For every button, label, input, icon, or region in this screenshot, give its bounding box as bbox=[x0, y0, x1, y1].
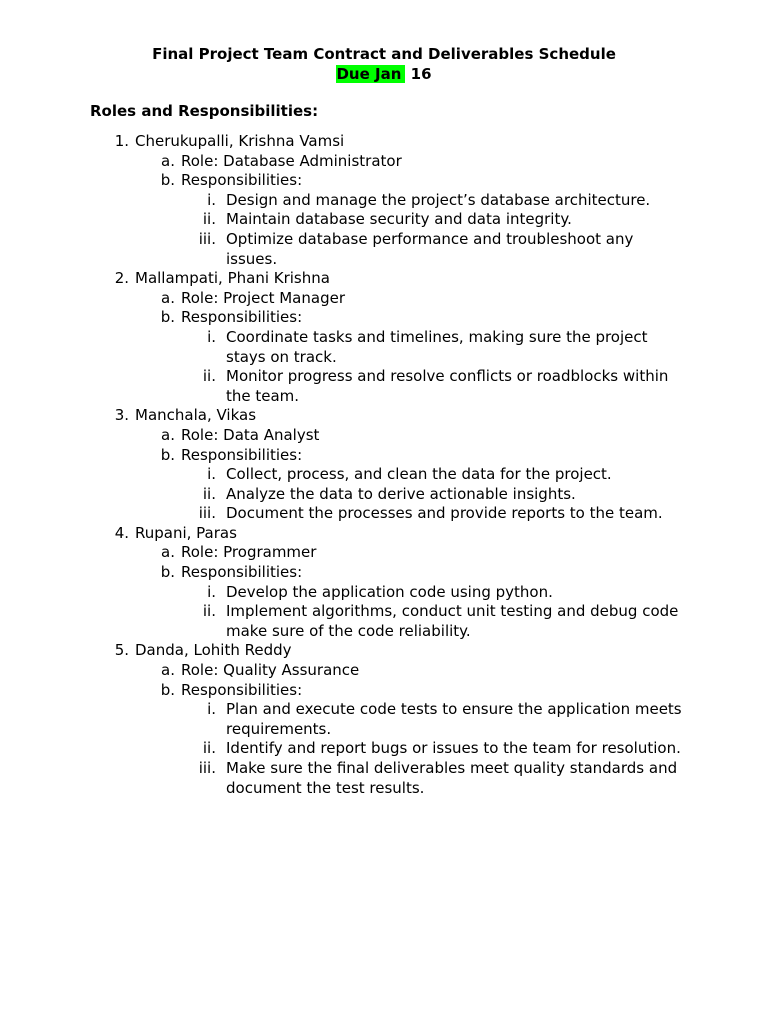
member-name-marker: 4. bbox=[114, 523, 129, 542]
responsibility-item-marker: ii. bbox=[202, 602, 216, 621]
member-role bbox=[0, 543, 768, 563]
member-responsibilities-label bbox=[0, 563, 768, 583]
responsibility-item-text: Document the processes and provide reports to the team. bbox=[226, 504, 663, 523]
responsibility-item-text: Implement algorithms, conduct unit testing and debug code make sure of the code reliability. bbox=[226, 602, 679, 640]
responsibility-item-marker: i. bbox=[207, 700, 216, 719]
member-responsibilities-label bbox=[0, 171, 768, 191]
responsibility-item-marker: ii. bbox=[202, 484, 216, 503]
member-responsibilities-label bbox=[0, 446, 768, 466]
responsibility-item-marker: i. bbox=[207, 190, 216, 209]
responsibility-item-text: Collect, process, and clean the data for the project. bbox=[226, 465, 612, 484]
member-responsibilities-label-marker: b. bbox=[160, 445, 175, 464]
responsibility-item-text: Make sure the final deliverables meet quality standards and document the test results. bbox=[226, 759, 678, 797]
responsibility-item-text: Monitor progress and resolve conflicts or roadblocks within the team. bbox=[226, 367, 669, 405]
responsibility-item bbox=[0, 602, 686, 641]
member-name-text: Manchala, Vikas bbox=[135, 406, 257, 425]
responsibility-item-text: Develop the application code using python. bbox=[226, 582, 553, 601]
roles-list bbox=[0, 132, 768, 798]
responsibility-item-marker: iii. bbox=[198, 504, 216, 523]
responsibility-item-marker: iii. bbox=[198, 759, 216, 777]
responsibility-item-marker: i. bbox=[207, 327, 216, 346]
member-role-text: Role: Database Administrator bbox=[181, 151, 402, 170]
responsibility-item-text: Optimize database performance and troubleshoot any issues. bbox=[226, 229, 634, 268]
member-role bbox=[0, 426, 768, 446]
member-role-marker: a. bbox=[161, 425, 175, 444]
member-responsibilities-label-marker: b. bbox=[160, 308, 175, 327]
responsibility-item bbox=[0, 739, 686, 759]
member-responsibilities-label-text: Responsibilities: bbox=[181, 171, 303, 190]
responsibility-item-marker: ii. bbox=[202, 210, 216, 229]
member-role-text: Role: Data Analyst bbox=[181, 425, 320, 444]
member-role-text: Role: Programmer bbox=[181, 543, 317, 562]
responsibility-item bbox=[0, 465, 686, 485]
member-name-marker: 2. bbox=[114, 269, 129, 288]
member-role bbox=[0, 152, 768, 172]
member-name-marker: 1. bbox=[114, 132, 129, 150]
member-name bbox=[0, 132, 768, 152]
member-name-text: Mallampati, Phani Krishna bbox=[135, 269, 330, 288]
responsibility-item-text: Maintain database security and data integrity. bbox=[226, 210, 572, 229]
member-responsibilities-label-text: Responsibilities: bbox=[181, 563, 303, 582]
due-date bbox=[0, 64, 768, 84]
responsibility-item-text: Design and manage the project’s database architecture. bbox=[226, 190, 651, 209]
member-responsibilities-label-text: Responsibilities: bbox=[181, 308, 303, 327]
responsibility-item bbox=[0, 700, 686, 739]
member-responsibilities-label-marker: b. bbox=[160, 171, 175, 190]
member-role-text: Role: Project Manager bbox=[181, 288, 345, 307]
responsibility-item bbox=[0, 485, 686, 505]
member-name bbox=[0, 641, 768, 661]
responsibility-item-marker: iii. bbox=[198, 229, 216, 248]
member-name-marker: 3. bbox=[114, 406, 129, 425]
title-block bbox=[0, 44, 768, 84]
responsibility-item bbox=[0, 210, 686, 230]
responsibility-item bbox=[0, 367, 686, 406]
responsibility-item bbox=[0, 230, 686, 269]
member-responsibilities-label-marker: b. bbox=[160, 680, 175, 699]
member-name bbox=[0, 406, 768, 426]
member-name-text: Danda, Lohith Reddy bbox=[135, 641, 292, 660]
member-responsibilities-label-marker: b. bbox=[160, 563, 175, 582]
member-role-marker: a. bbox=[161, 661, 175, 680]
member-responsibilities-label bbox=[0, 308, 768, 328]
responsibility-item-text: Analyze the data to derive actionable insights. bbox=[226, 484, 576, 503]
responsibility-item bbox=[0, 504, 686, 524]
member-name bbox=[0, 269, 768, 289]
section-heading: Roles and Responsibilities: bbox=[90, 102, 319, 120]
member-name-marker: 5. bbox=[114, 641, 129, 660]
responsibility-item-marker: ii. bbox=[202, 367, 216, 386]
member-responsibilities-label bbox=[0, 681, 768, 701]
due-date-day: 16 bbox=[405, 65, 432, 83]
member-role bbox=[0, 289, 768, 309]
responsibility-item-marker: ii. bbox=[202, 739, 216, 758]
document-title: Final Project Team Contract and Deliverables Schedule bbox=[152, 45, 616, 63]
responsibility-item-text: Identify and report bugs or issues to the team for resolution. bbox=[226, 739, 681, 758]
due-date-highlight: Due Jan bbox=[336, 65, 405, 83]
responsibility-item bbox=[0, 328, 686, 367]
member-responsibilities-label-text: Responsibilities: bbox=[181, 680, 303, 699]
member-role-marker: a. bbox=[161, 543, 175, 562]
member-role bbox=[0, 661, 768, 681]
member-name bbox=[0, 524, 768, 544]
responsibility-item-marker: i. bbox=[207, 582, 216, 601]
responsibility-item bbox=[0, 583, 686, 603]
responsibility-item-marker: i. bbox=[207, 465, 216, 484]
member-role-text: Role: Quality Assurance bbox=[181, 661, 360, 680]
member-responsibilities-label-text: Responsibilities: bbox=[181, 445, 303, 464]
responsibility-item-text: Coordinate tasks and timelines, making sure the project stays on track. bbox=[226, 327, 648, 366]
responsibility-item bbox=[0, 759, 686, 798]
member-name-text: Rupani, Paras bbox=[135, 523, 237, 542]
member-name-text: Cherukupalli, Krishna Vamsi bbox=[135, 132, 345, 150]
responsibility-item-text: Plan and execute code tests to ensure the application meets requirements. bbox=[226, 700, 682, 738]
member-role-marker: a. bbox=[161, 288, 175, 307]
responsibility-item bbox=[0, 191, 686, 211]
member-role-marker: a. bbox=[161, 151, 175, 170]
